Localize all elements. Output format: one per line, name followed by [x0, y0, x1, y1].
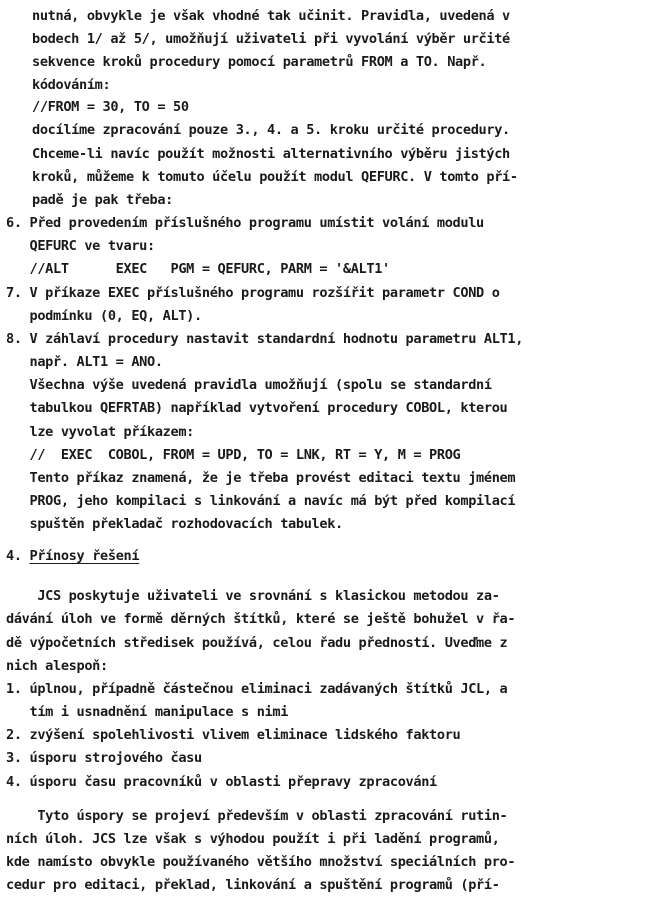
- text-line: nutná, obvykle je však vhodné tak učinit. Pravidla, uvedená v: [32, 8, 510, 24]
- text-line: Chceme-li navíc použít možnosti alternativního výběru jistých: [32, 146, 510, 162]
- text-line: spuštěn překladač rozhodovacích tabulek.: [6, 516, 343, 532]
- text-line: bodech 1/ až 5/, umožňují uživateli při vyvolání výběr určité: [32, 31, 510, 47]
- text-line: Všechna výše uvedená pravidla umožňují (spolu se standardní: [6, 377, 492, 393]
- text-line: např. ALT1 = ANO.: [6, 354, 163, 370]
- text-line: sekvence kroků procedury pomocí parametrů FROM a TO. Např.: [32, 54, 487, 70]
- text-line: padě je pak třeba:: [32, 192, 174, 208]
- text-line: docílíme zpracování pouze 3., 4. a 5. kroku určité procedury.: [32, 122, 510, 138]
- paragraph-line: Tyto úspory se projeví především v oblasti zpracování rutin-: [6, 808, 508, 824]
- text-line: kroků, můžeme k tomuto účelu použít modul QEFURC. V tomto pří-: [32, 169, 518, 185]
- list-item: 4. úsporu času pracovníků v oblasti přepravy zpracování: [6, 774, 437, 790]
- list-item: 1. úplnou, případně částečnou eliminaci zadávaných štítků JCL, a: [6, 681, 508, 697]
- text-line: QEFURC ve tvaru:: [6, 238, 155, 254]
- section-title: Přínosy řešení: [29, 548, 140, 564]
- list-item: 2. zvýšení spolehlivosti vlivem eliminace lidského faktoru: [6, 727, 461, 743]
- text-line: Tento příkaz znamená, že je třeba provést editaci textu jménem: [6, 470, 516, 486]
- list-item: 8. V záhlaví procedury nastavit standardní hodnotu parametru ALT1,: [6, 331, 524, 347]
- text-line: //FROM = 30, TO = 50: [32, 99, 189, 115]
- code-line: //ALT EXEC PGM = QEFURC, PARM = '&ALT1': [6, 261, 390, 277]
- section-heading: [6, 550, 139, 564]
- code-line: // EXEC COBOL, FROM = UPD, TO = LNK, RT = Y, M = PROG: [6, 447, 461, 463]
- paragraph-line: kde namísto obvykle používaného většího množství speciálních pro-: [6, 854, 516, 870]
- text-line: PROG, jeho kompilaci s linkování a navíc má být před kompilací: [6, 493, 516, 509]
- text-line: kódováním:: [32, 77, 111, 93]
- paragraph-line: cedur pro editaci, překlad, linkování a spuštění programů (pří-: [6, 877, 500, 893]
- text-line: tabulkou QEFRTAB) například vytvoření procedury COBOL, kterou: [6, 400, 508, 416]
- paragraph-line: JCS poskytuje uživateli ve srovnání s klasickou metodou za-: [6, 588, 500, 604]
- text-line: podmínku (0, EQ, ALT).: [6, 308, 202, 324]
- list-item: 3. úsporu strojového času: [6, 750, 202, 766]
- paragraph-line: dávání úloh ve formě děrných štítků, které se ještě bohužel v řa-: [6, 611, 516, 627]
- text-line: lze vyvolat příkazem:: [6, 424, 195, 440]
- paragraph-line: nich alespoň:: [6, 658, 108, 674]
- paragraph-line: ních úloh. JCS lze však s výhodou použít i při ladění programů,: [6, 831, 500, 847]
- list-item: 6. Před provedením příslušného programu umístit volání modulu: [6, 215, 484, 231]
- paragraph-line: dě výpočetních středisek používá, celou řadu předností. Uveďme z: [6, 635, 508, 651]
- text-line: tím i usnadnění manipulace s nimi: [6, 704, 289, 720]
- section-number: 4.: [6, 548, 30, 564]
- list-item: 7. V příkaze EXEC příslušného programu rozšířit parametr COND o: [6, 285, 500, 301]
